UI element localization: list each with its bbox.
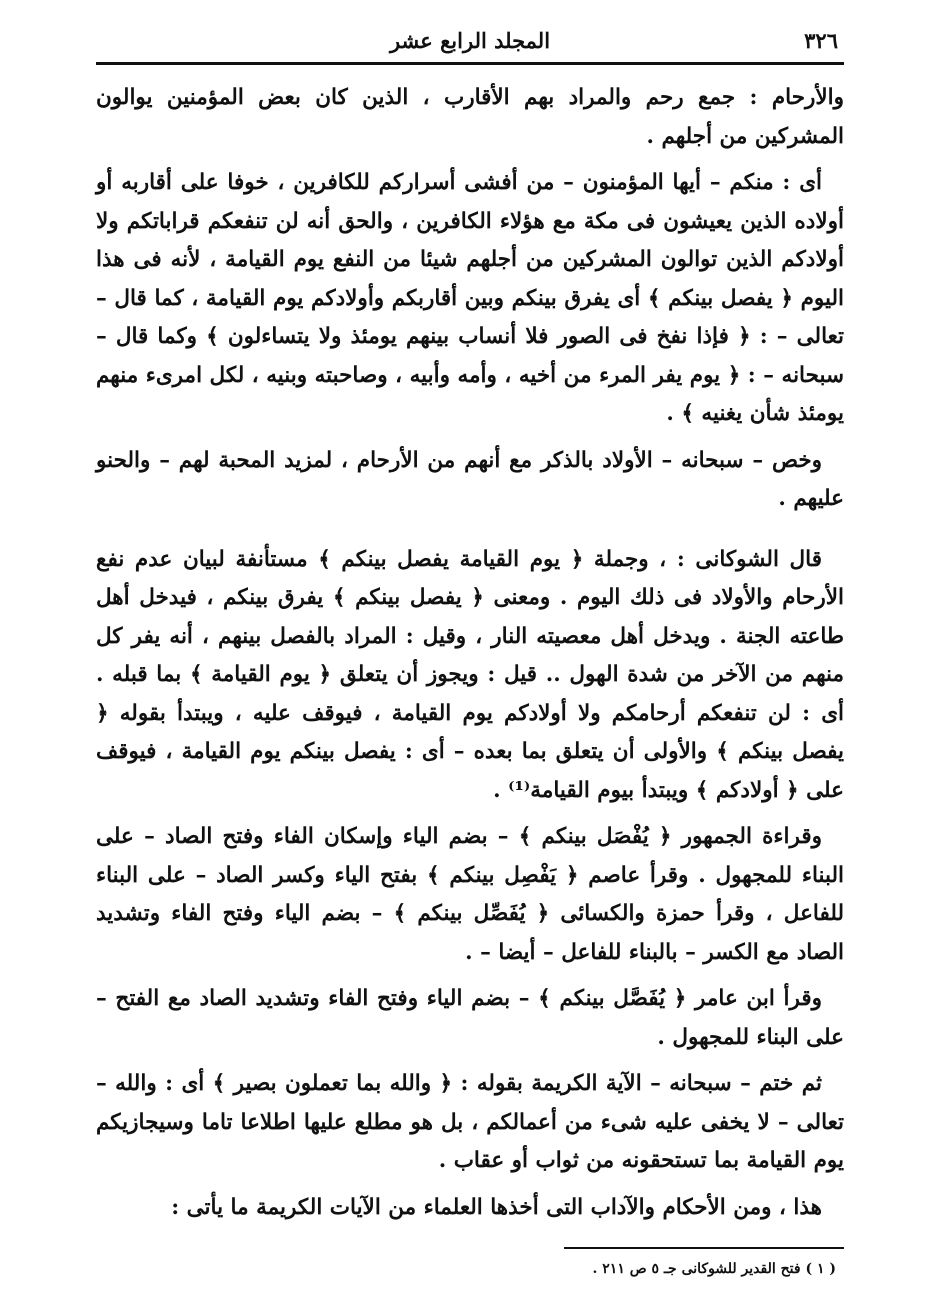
header-rule (96, 62, 844, 65)
footnote-rule (564, 1247, 844, 1249)
paragraph-ibn-amir-reading: وقرأ ابن عامر ﴿ يُفَصَّل بينكم ﴾ – بضم الياء وفتح الفاء وتشديد الصاد مع الفتح – على البناء للمجهول . (96, 986, 844, 1050)
paragraph-meaning: أى : منكم – أيها المؤمنون – من أفشى أسراركم للكافرين ، خوفا على أقاربه أو أولاده الذين يعيشون فى مكة مع هؤلاء الكافرين ، والحق أنه لن تنفعكم قراباتكم ولا أولادكم الذين توالون المشركين من أجلهم شيئا من النفع يوم القيامة ، لأنه فى هذا اليوم ﴿ يفصل بينكم ﴾ أى يفرق بينكم وبين أقاربكم وأولادكم يوم القيامة ، كما قال – تعالى – : ﴿ فإذا نفخ فى الصور فلا أنساب بينهم يومئذ ولا يتساءلون ﴾ وكما قال – سبحانه – : ﴿ يوم يفر المرء من أخيه ، وأمه وأبيه ، وصاحبته وبنيه ، لكل امرىء منهم يومئذ شأن يغنيه ﴾ . (96, 170, 844, 426)
page-number: ٣٢٦ (804, 28, 838, 53)
paragraph-rulings-intro: هذا ، ومن الأحكام والآداب التى أخذها العلماء من الآيات الكريمة ما يأتى : (171, 1194, 822, 1220)
paragraph-shawkani-quote: قال الشوكانى : ، وجملة ﴿ يوم القيامة يفصل بينكم ﴾ مستأنفة لبيان عدم نفع الأرحام والأولاد فى ذلك اليوم . ومعنى ﴿ يفصل بينكم ﴾ يفرق بينكم ، فيدخل أهل طاعته الجنة . ويدخل أهل معصيته النار ، وقيل : المراد بالفصل بينهم ، أنه يفر كل منهم من الآخر من شدة الهول .. قيل : ويجوز أن يتعلق ﴿ يوم القيامة ﴾ بما قبله . أى : لن تنفعكم أرحامكم ولا أولادكم يوم القيامة ، فيوقف عليه ، ويبتدأ بقوله ﴿ يفصل بينكم ﴾ والأولى أن يتعلق بما بعده – أى : يفصل بينكم يوم القيامة ، فيوقف على ﴿ أولادكم ﴾ ويبتدأ بيوم القيامة⁽¹⁾ . (96, 546, 844, 803)
body-text (96, 79, 844, 1227)
paragraph-children-mention: وخص – سبحانه – الأولاد بالذكر مع أنهم من الأرحام ، لمزيد المحبة لهم – والحنو عليهم . (96, 447, 844, 511)
running-header (96, 22, 844, 58)
footnote: ( ١ ) فتح القدير للشوكانى جـ ٥ ص ٢١١ . (592, 1261, 836, 1277)
volume-title: المجلد الرابع عشر (389, 28, 551, 53)
section-gap (96, 527, 844, 541)
paragraph-closing-verse: ثم ختم – سبحانه – الآية الكريمة بقوله : ﴿ والله بما تعملون بصير ﴾ أى : والله – تعالى – لا يخفى عليه شىء من أعمالكم ، بل هو مطلع عليها اطلاعا تاما وسيجازيكم يوم القيامة بما تستحقونه من ثواب أو عقاب . (96, 1071, 844, 1173)
paragraph-arham-definition: والأرحام : جمع رحم والمراد بهم الأقارب ، الذين كان بعض المؤمنين يوالون المشركين من أجلهم . (96, 85, 844, 149)
book-page (96, 22, 844, 1277)
paragraph-readings: وقراءة الجمهور ﴿ يُفْصَل بينكم ﴾ – بضم الياء وإسكان الفاء وفتح الصاد – على البناء للمجهول . وقرأ عاصم ﴿ يَفْصِل بينكم ﴾ بفتح الياء وكسر الصاد – على البناء للفاعل ، وقرأ حمزة والكسائى ﴿ يُفَصِّل بينكم ﴾ – بضم الياء وفتح الفاء وتشديد الصاد مع الكسر – بالبناء للفاعل – أيضا – . (96, 824, 844, 965)
